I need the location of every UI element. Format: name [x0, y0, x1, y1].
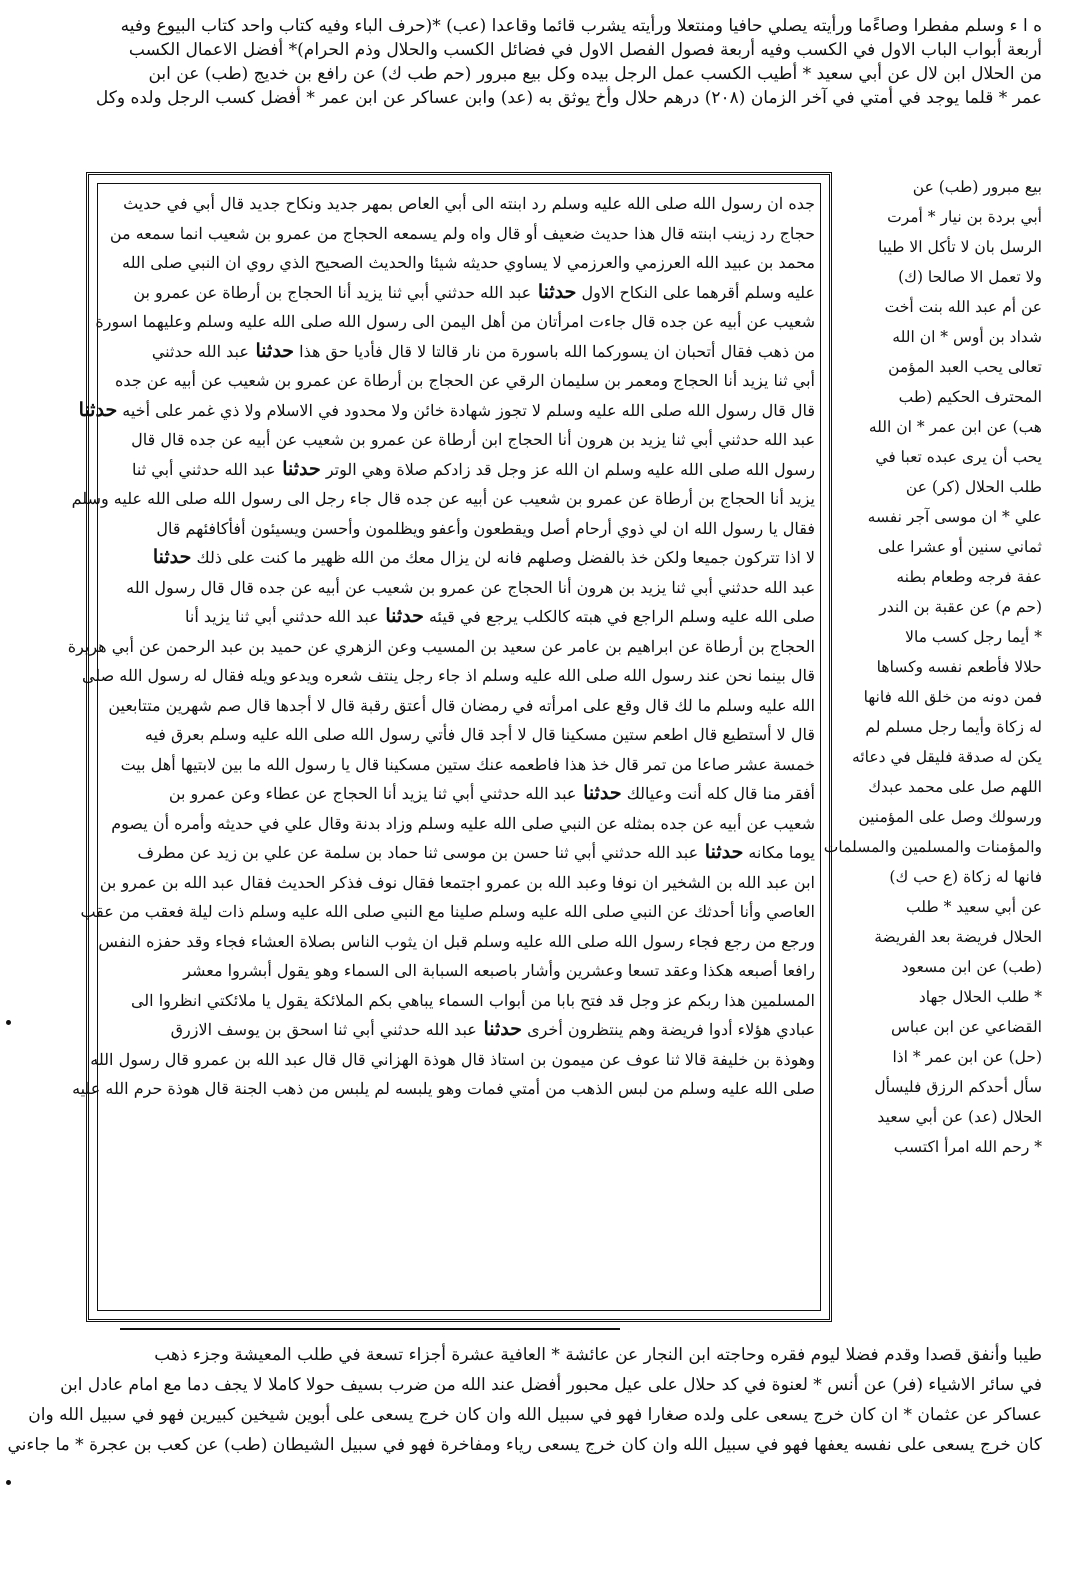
side-text-line: عن أم عبد الله بنت أخت: [884, 298, 1042, 316]
main-text-line: شعيب عن أبيه عن جده بمثله عن النبي صلى الله عليه وسلم وزاد بدنة وقال علي في حديثه وأمره أن يصوم: [111, 813, 815, 833]
bottom-text-block: [7, 1340, 1042, 1540]
side-text-line: له زكاة وأيما رجل مسلم لم: [865, 718, 1042, 736]
side-text-line: (طب) عن ابن مسعود: [901, 958, 1042, 976]
bottom-divider: [120, 1328, 620, 1330]
main-text-line: ورجع من رجع فجاء رسول الله صلى الله عليه وسلم قبل ان يثوب الناس بصلاة العشاء فجاء وقد حفزه النفس: [98, 931, 815, 951]
side-text-line: عفة فرجه وطعام بطنه: [896, 568, 1042, 586]
side-text-line: القضاعي عن ابن عباس: [890, 1018, 1042, 1036]
side-text-line: * أيما رجل كسب مالا: [905, 628, 1042, 646]
side-text-line: ورسولك وصل على المؤمنين: [858, 808, 1042, 826]
main-text-body: [67, 189, 815, 1309]
side-text-line: الحلال فريضة بعد الفريضة: [874, 928, 1042, 946]
main-text-line: المسلمين هذا ربكم عز وجل قد فتح بابا من أبواب السماء يباهي بكم الملائكة يقول يا ملائكتي انظروا الى: [130, 990, 815, 1010]
side-text-line: علي * ان موسى آجر نفسه: [867, 508, 1042, 526]
bottom-text-line: في سائر الاشياء (فر) عن أنس * لعنوة في كد حلال على عيل محبور أفضل عند الله من ضرب بسيف حولا كاملا لا يجف دما مع امام عادل ابن: [60, 1375, 1042, 1395]
main-text-line: رافعا أصبعه هكذا وعقد تسعا وعشرين وأشار باصبعه السبابة الى السماء وهو يقول أبشروا معشر: [183, 961, 815, 980]
main-text-line: أبي ثنا يزيد أنا الحجاج ومعمر بن سليمان الرقي عن الحجاج بن أرطاة عن عمرو بن شعيب عن أبيه عن جده: [115, 371, 815, 390]
main-text-line: لا اذا تتركون جميعا ولكن خذ بالفضل وصلهم فانه لن يزال معك من الله ظهير ما كنت على ذلك حدثنا: [152, 546, 815, 568]
side-text-line: ولا تعمل الا صالحا (ك): [898, 268, 1042, 286]
side-text-line: سأل أحدكم الرزق فليسأل: [874, 1078, 1042, 1096]
main-text-line: خمسة عشر صاعا من تمر قال خذ هذا فاطعمه عنك ستين مسكينا قال يا رسول الله ما بين لابتيها أهل بيت: [120, 754, 815, 774]
side-text-line: أبي بردة بن نيار * أمرت: [887, 208, 1042, 226]
haddathana-marker: حدثنا: [378, 605, 424, 627]
side-text-line: الحلال (عد) عن أبي سعيد: [877, 1108, 1042, 1126]
top-line: من الحلال ابن لال عن أبي سعيد * أطيب الكسب عمل الرجل بيده وكل بيع مبرور (حم طب ك) عن رافع بن خديج (طب) عن ابن: [148, 64, 1042, 84]
margin-mark: [6, 1020, 11, 1025]
top-line: ه ا ء وسلم مفطرا وصاءًما ورأيته يصلي حافيا ومنتعلا ورأيته يشرب قائما وقاعدا (عب) *(حرف الباء وفيه كتاب واحد كتاب البيوع وفيه: [120, 16, 1042, 36]
top-text-block: [84, 14, 1042, 166]
side-text-line: بيع مبرور (طب) عن: [912, 178, 1042, 196]
main-text-line: رسول الله صلى الله عليه وسلم ان الله عز وجل قد زادكم صلاة وهي الوتر حدثنا عبد الله حدثني أبي ثنا: [131, 457, 815, 480]
main-text-line: جده ان رسول الله صلى الله عليه وسلم رد ابنته الى أبي العاص بمهر جديد ونكاح جديد قال أبي في حديث: [123, 194, 815, 213]
main-text-line: عبادي هؤلاء أدوا فريضة وهم ينتظرون أخرى حدثنا عبد الله حدثني أبي ثنا اسحق بن يوسف الازرق: [170, 1018, 815, 1040]
main-text-line: قال قال رسول الله صلى الله عليه وسلم لا تجوز شهادة خائن ولا محدود في الاسلام ولا ذي غمر على أخيه حدثنا: [78, 398, 815, 421]
side-text-line: ثماني سنين أو عشرا على: [877, 538, 1042, 556]
margin-mark: [6, 1480, 11, 1485]
main-text-line: أفقر منا قال كله أنت وعيالك حدثنا عبد الله حدثني أبي ثنا يزيد أنا الحجاج عن عطاء وعن عمرو بن: [168, 782, 815, 804]
side-text-line: المحترف الحكيم (طب: [898, 388, 1042, 406]
side-text-line: حلالا فأطعم نفسه وكساها: [876, 658, 1042, 676]
haddathana-marker: حدثنا: [576, 782, 622, 804]
side-text-line: * طلب الحلال جهاد: [918, 988, 1042, 1006]
haddathana-marker: حدثنا: [152, 546, 192, 568]
side-text-line: والمؤمنات والمسلمين والمسلمات: [823, 838, 1042, 856]
top-line: عمر * قلما يوجد في أمتي في آخر الزمان (٢٠٨) درهم حلال وأخ يوثق به (عد) وابن عساكر عن ابن عمر * أفضل كسب الرجل ولده وكل: [95, 88, 1042, 108]
main-text-line: عبد الله حدثني أبي ثنا يزيد بن هرون أنا الحجاج عن عمرو بن شعيب عن أبيه عن جده قال قال رسول الله: [126, 577, 815, 597]
main-text-line: عليه وسلم أقرهما على النكاح الاول حدثنا عبد الله حدثني أبي ثنا يزيد أنا الحجاج بن أرطاة عن عمرو بن: [133, 280, 815, 303]
side-text-line: عن أبي سعيد * طلب: [905, 898, 1042, 916]
bottom-text-line: عساكر عن عثمان * ان كان خرج يسعى على ولده صغارا فهو في سبيل الله وان كان خرج يسعى على أبوين شيخين كبيرين فهو في سبيل الله وان: [28, 1405, 1042, 1425]
main-text-line: يوما مكانه حدثنا عبد الله حدثني أبي ثنا حسن بن موسى ثنا حماد بن سلمة عن علي بن زيد عن مطرف: [137, 841, 815, 863]
main-text-line: من ذهب فقال أتحبان ان يسوركما الله باسورة من نار قالتا لا قال فأديا حق هذا حدثنا عبد الله حدثني: [151, 339, 815, 362]
side-text-line: اللهم صل على محمد عبدك: [868, 778, 1042, 796]
main-text-line: ابن عبد الله بن الشخير ان نوفا وعبد الله بن عمرو اجتمعا فقال نوف فذكر الحديث فقال عبد الله بن عمرو بن: [99, 872, 815, 892]
main-text-line: شعيب عن أبيه عن جده قال جاءت امرأتان من أهل اليمن الى رسول الله صلى الله عليه وسلم وعليهما اسورة: [95, 312, 815, 331]
haddathana-marker: حدثنا: [531, 280, 577, 303]
main-text-line: عبد الله حدثني أبي ثنا يزيد بن هرون أنا الحجاج ابن أرطاة عن عمرو بن شعيب عن أبيه عن جده قال قال: [131, 430, 815, 449]
main-text-line: محمد بن عبيد الله العرزمي والعرزمي لا يساوي حديثه شيئا والحديث الصحيح الذي روي ان النبي صلى الله: [122, 253, 815, 272]
side-text-line: فانها له زكاة (ع حب ك): [889, 868, 1042, 886]
side-text-line: يكن له صدقة فليقل في دعائه: [852, 748, 1042, 766]
main-text-line: وهوذة بن خليفة قالا ثنا عوف عن ميمون بن استاذ قال هوذة الهزاني قال قال عبد الله بن عمرو قال رسول الله: [90, 1049, 815, 1069]
main-text-line: يزيد أنا الحجاج بن أرطاة عن عمرو بن شعيب عن أبيه عن جده قال جاء رجل الى رسول الله صلى الله عليه وسلم: [71, 489, 815, 508]
side-text-line: * رحم الله امرأ اكتسب: [893, 1138, 1042, 1156]
main-text-line: العاصي وأنا أحدثك عن النبي صلى الله عليه وسلم صلينا مع النبي صلى الله عليه وسلم ذات ليلة فعقب من عقب: [80, 902, 815, 921]
bottom-text-line: كان خرج يسعى على نفسه يعفها فهو في سبيل الله وان كان خرج يسعى رياء ومفاخرة فهو في سبيل الشيطان (طب) عن كعب بن عجرة * ما جاءني: [7, 1435, 1042, 1455]
top-line: أربعة أبواب الباب الاول في الكسب وفيه أربعة فصول الفصل الاول في فضائل الكسب والحلال وذم الحرام)* أفضل الاعمال الكسب: [128, 40, 1042, 60]
side-text-line: يحب أن يرى عبده تعبا في: [875, 448, 1042, 466]
bottom-text-line: طيبا وأنفق قصدا وقدم فضلا ليوم فقره وحاجته ابن النجار عن عائشة * العافية عشرة أجزاء تسعة في طلب المعيشة وجزء ذهب: [154, 1345, 1042, 1365]
haddathana-marker: حدثنا: [476, 1018, 522, 1040]
side-text-line: تعالى يحب العبد المؤمن: [888, 358, 1042, 376]
side-text-line: شداد بن أوس * ان الله: [892, 328, 1042, 346]
haddathana-marker: حدثنا: [78, 398, 118, 421]
side-text-line: هب) عن ابن عمر * ان الله: [868, 418, 1042, 436]
side-text-line: (حم م) عن عقبة بن الندر: [879, 598, 1042, 616]
haddathana-marker: حدثنا: [248, 339, 295, 362]
haddathana-marker: حدثنا: [698, 841, 744, 863]
side-text-line: فمن دونه من خلق الله فانها: [863, 688, 1042, 706]
side-text-line: الرسل بان لا تأكل الا طيبا: [878, 238, 1042, 256]
main-text-frame: [67, 172, 832, 1322]
main-text-line: صلى الله عليه وسلم من لبس الذهب من أمتي فمات وهو يلبسه لم يلبس من ذهب الجنة قال هوذة حرم الله عليه: [72, 1079, 815, 1098]
main-text-line: فقال يا رسول الله ان لي ذوي أرحام أصل ويقطعون وأعفو ويظلمون وأحسن ويسيئون أفأكافئهم قال: [156, 518, 815, 538]
main-text-line: حجاج رد زينب ابنته قال هذا حديث ضعيف أو قال واه ولم يسمعه الحجاج من عمرو بن شعيب انما سمعه من: [109, 223, 815, 243]
side-margin-column: [823, 172, 1042, 1322]
side-text-line: طلب الحلال (كر) عن: [905, 478, 1042, 496]
main-text-line: الله عليه وسلم ما لك قال وقع على امرأته في رمضان قال أعتق رقبة قال لا أجدها قال صم شهرين متتابعين: [108, 695, 815, 715]
main-text-line: صلى الله عليه وسلم الراجع في هبته كالكلب يرجع في قيئه حدثنا عبد الله حدثني أبي ثنا يزيد أنا: [185, 605, 815, 627]
main-text-line: الحجاج بن أرطاة عن ابراهيم بن عامر عن سعيد بن المسيب وعن الزهري عن حميد بن عبد الرحمن عن أبي هريرة: [67, 636, 815, 656]
main-text-line: قال بينما نحن عند رسول الله صلى الله عليه وسلم اذ جاء رجل ينتف شعره ويدعو ويله فقال له رسول الله صلى: [81, 666, 815, 685]
haddathana-marker: حدثنا: [275, 457, 321, 480]
main-text-line: قال لا أستطيع قال اطعم ستين مسكينا قال لا أجد قال فأتي رسول الله صلى الله عليه وسلم بعرق فيه: [144, 725, 815, 744]
side-text-line: (حل) عن ابن عمر * اذا: [892, 1048, 1042, 1066]
